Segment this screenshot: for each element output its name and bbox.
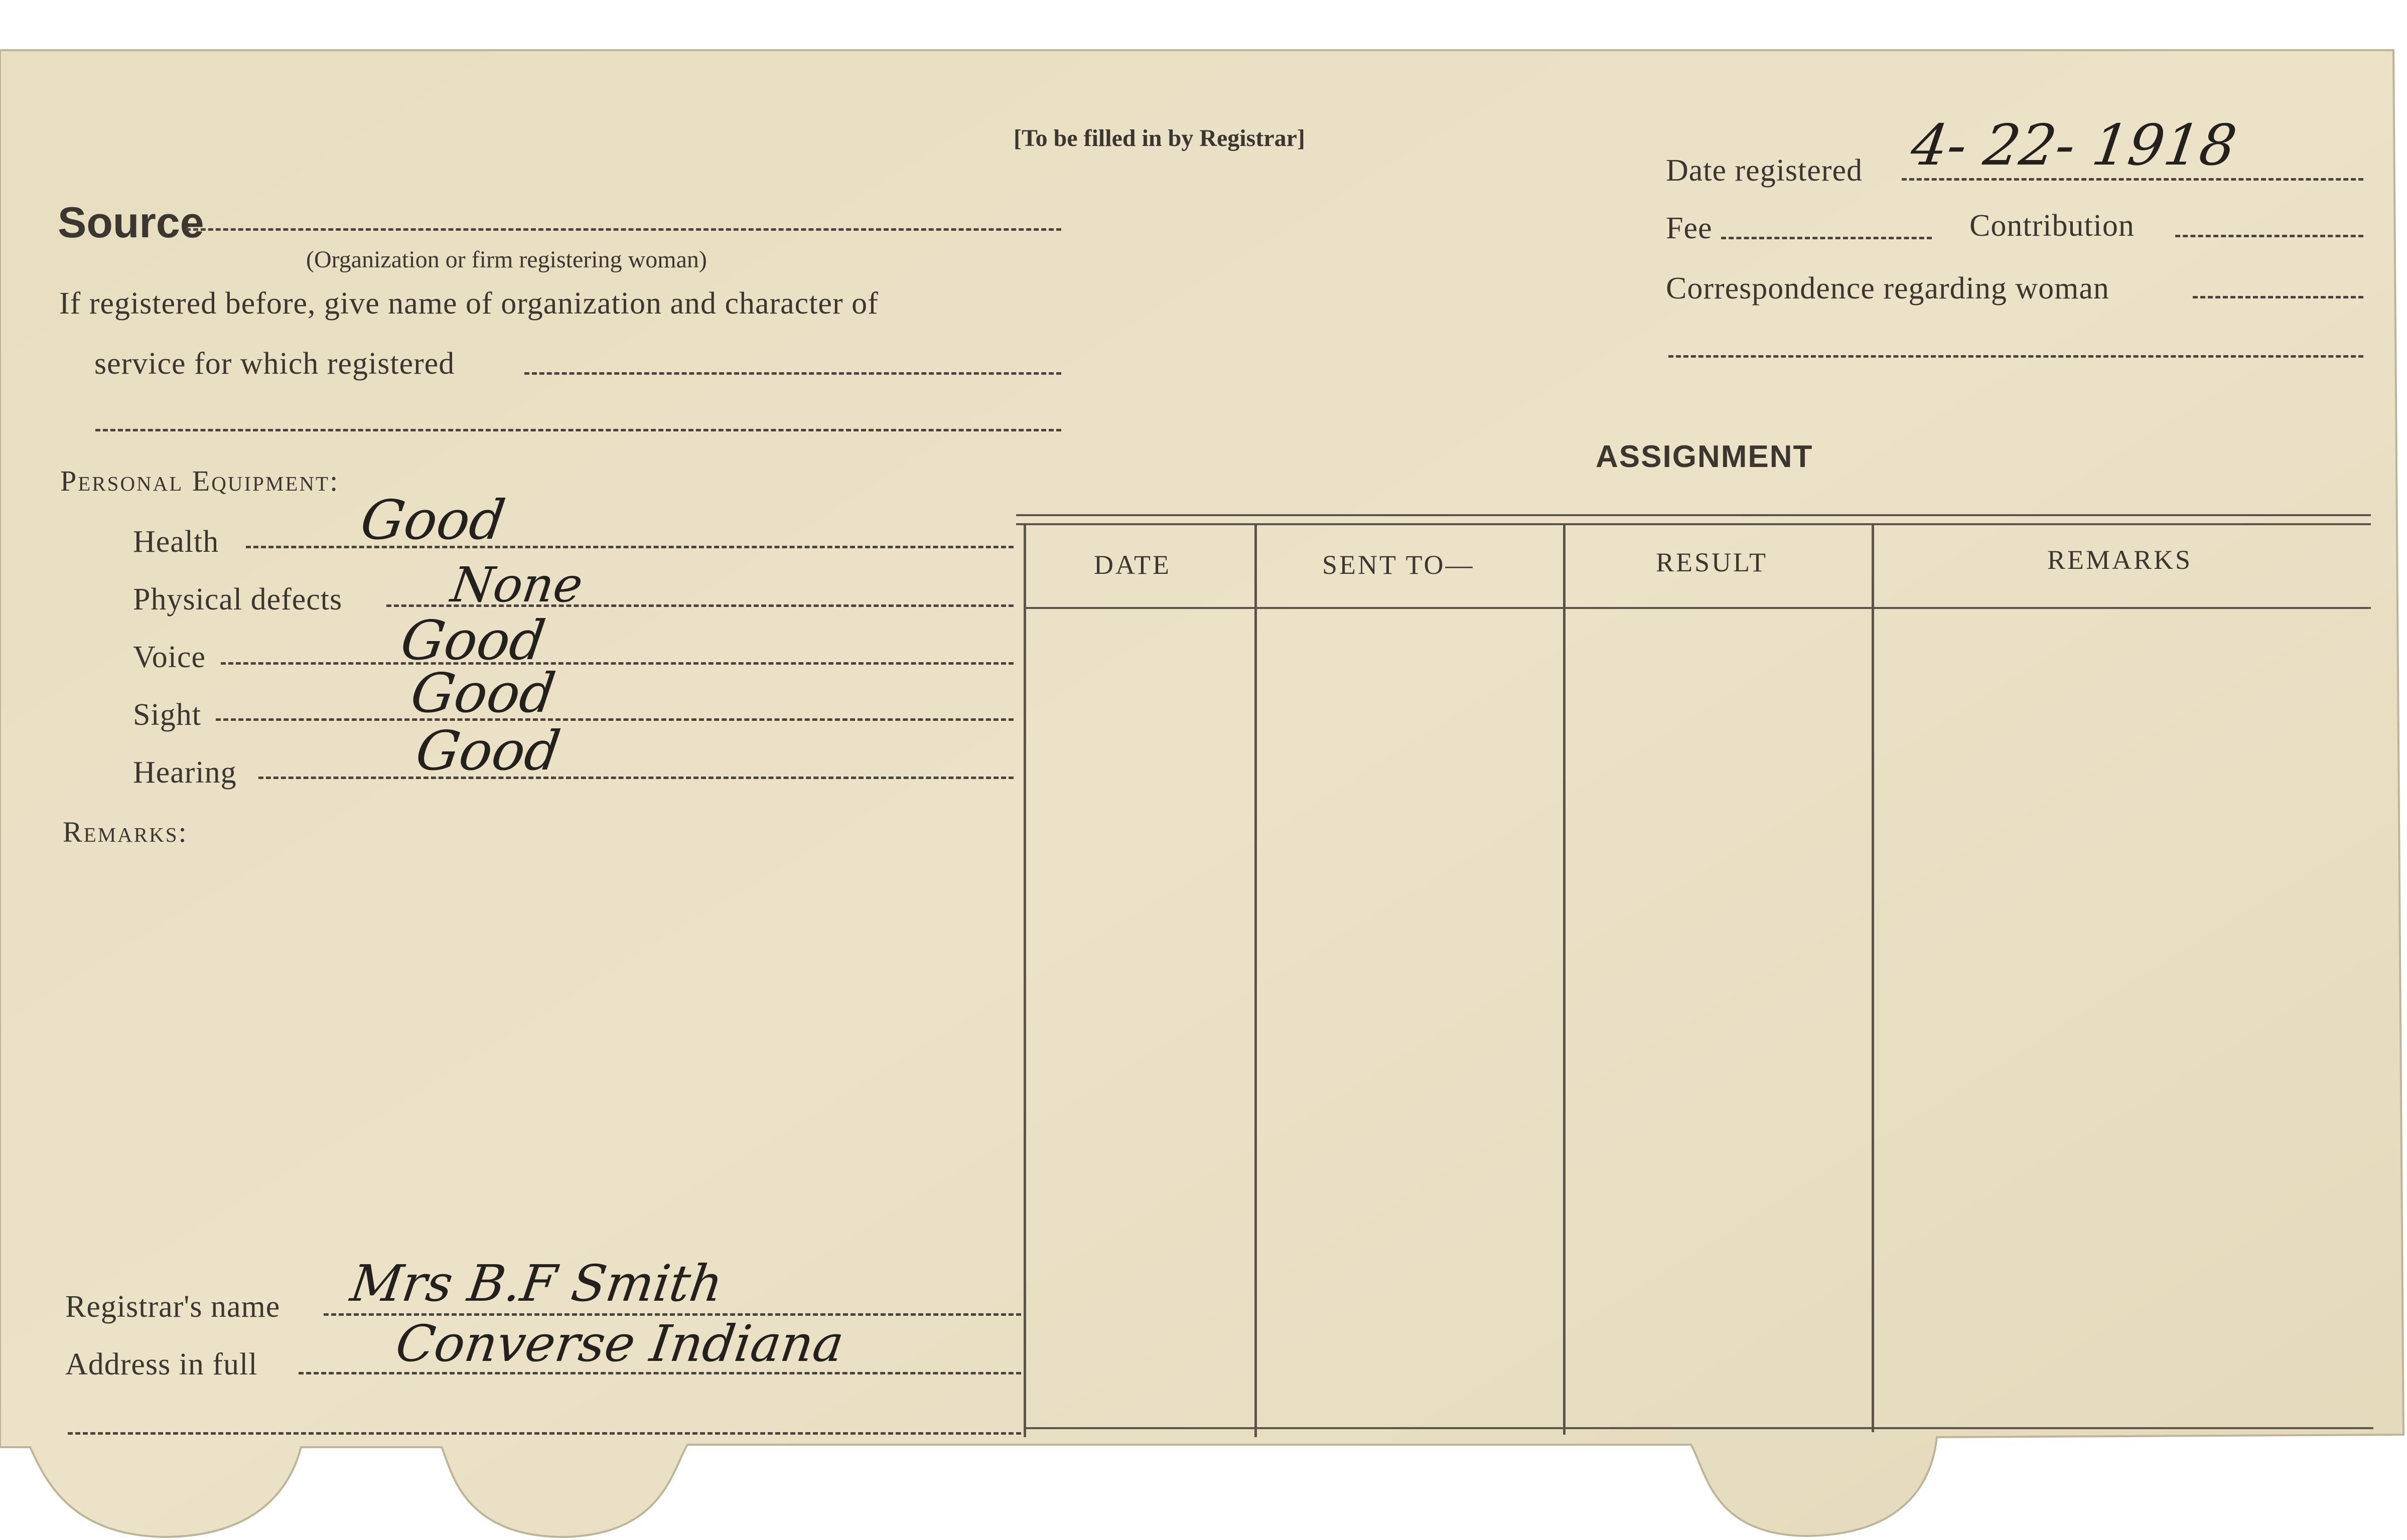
assignment-heading: ASSIGNMENT [1596,439,1813,474]
voice-label: Voice [133,640,206,674]
contribution-label: Contribution [1969,209,2135,243]
correspondence-line [2193,296,2363,298]
voice-value: Good [397,609,549,672]
date-registered-label: Date registered [1666,153,1863,188]
sight-line [216,718,1014,721]
table-col-divider-1 [1254,524,1257,1437]
table-header-sent-to: SENT TO— [1322,550,1475,580]
table-bottom-rule [1024,1427,2373,1429]
registered-service-label: service for which registered [94,347,455,381]
contribution-line [2175,235,2363,237]
table-header-result: RESULT [1656,547,1768,577]
remarks-label: Remarks: [63,816,188,848]
registrar-name-label: Registrar's name [65,1290,280,1324]
hearing-label: Hearing [133,755,237,790]
table-header-date: DATE [1094,550,1171,580]
address-extra-line [68,1432,1021,1435]
registrar-note: [To be filled in by Registrar] [1014,125,1305,151]
health-value: Good [357,489,509,552]
source-hint: (Organization or firm registering woman) [306,246,707,273]
table-top-rule [1016,514,2371,516]
table-header-remarks: REMARKS [2047,545,2193,575]
voice-line [221,662,1014,665]
hearing-value: Good [412,720,564,783]
registered-extra-line [95,429,1061,431]
date-registered-value: 4- 22- 1918 [1907,113,2240,178]
source-label: Source [58,199,204,247]
registered-service-line [524,372,1061,375]
sight-label: Sight [133,698,201,732]
table-col-divider-0 [1024,524,1026,1437]
correspondence-extra-line [1668,355,2363,358]
table-top-rule-2 [1016,523,2371,525]
correspondence-label: Correspondence regarding woman [1666,271,2109,305]
table-col-divider-2 [1563,524,1566,1435]
date-registered-line [1902,178,2363,181]
health-label: Health [133,525,219,559]
equipment-heading: Personal Equipment: [60,465,340,497]
registered-before-label: If registered before, give name of organization and character of [59,286,879,321]
address-value: Converse Indiana [392,1314,847,1373]
table-col-divider-3 [1872,524,1874,1432]
fee-label: Fee [1666,211,1713,245]
table-header-rule [1026,607,2371,609]
sight-value: Good [407,662,559,725]
registrar-name-value: Mrs B.F Smith [347,1254,727,1313]
source-line [186,228,1061,231]
fee-line [1721,237,1932,239]
hearing-line [258,777,1014,779]
physical-defects-value: None [448,557,587,613]
address-label: Address in full [65,1347,258,1381]
physical-defects-label: Physical defects [133,582,343,617]
